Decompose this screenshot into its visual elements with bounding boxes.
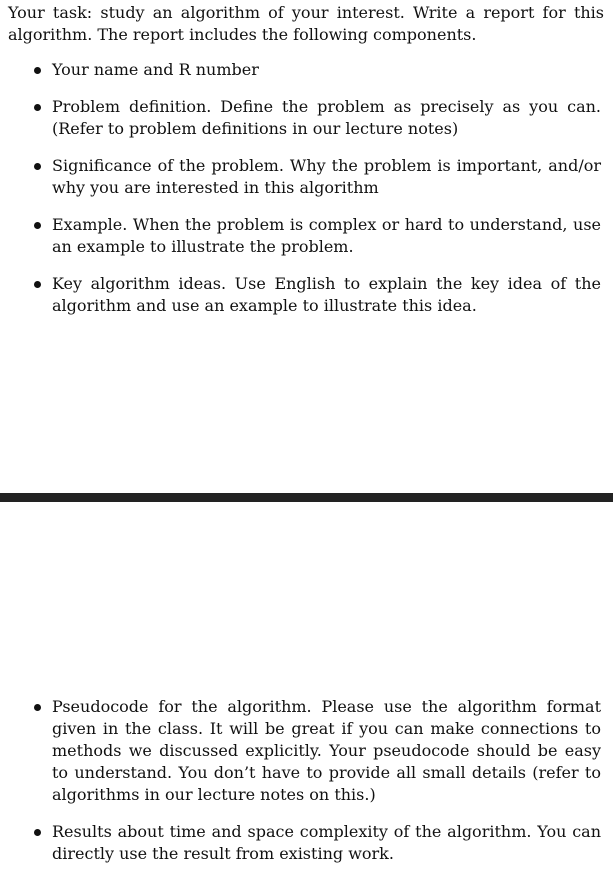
bullet-icon bbox=[34, 704, 41, 711]
component-list-page2 bbox=[0, 696, 613, 865]
list-item-text: Example. When the problem is complex or hard to understand, use an example to illustrate the problem. bbox=[52, 215, 601, 256]
list-item-name bbox=[0, 59, 613, 81]
list-item-pseudocode bbox=[0, 696, 613, 806]
list-item-text: Problem definition. Define the problem as precisely as you can. (Refer to problem definitions in our lecture notes) bbox=[52, 97, 601, 138]
bullet-icon bbox=[34, 829, 41, 836]
list-item-significance bbox=[0, 155, 613, 199]
bullet-icon bbox=[34, 104, 41, 111]
list-item-text: Key algorithm ideas. Use English to explain the key idea of the algorithm and use an example to illustrate this idea. bbox=[52, 274, 601, 315]
bullet-icon bbox=[34, 67, 41, 74]
list-item-text: Pseudocode for the algorithm. Please use the algorithm format given in the class. It will be great if you can make connections to methods we discussed explicitly. Your pseudocode should be easy to understand. You don’t have to provide all small details (refer to algorithms in our lecture notes on this.) bbox=[52, 697, 601, 804]
list-item-text: Your name and R number bbox=[52, 60, 259, 79]
list-item-example bbox=[0, 214, 613, 258]
page-divider bbox=[0, 493, 613, 502]
bullet-icon bbox=[34, 163, 41, 170]
list-item-text: Significance of the problem. Why the problem is important, and/or why you are interested in this algorithm bbox=[52, 156, 601, 197]
list-item-problem-definition bbox=[0, 96, 613, 140]
component-list-page1 bbox=[0, 59, 613, 317]
bullet-icon bbox=[34, 222, 41, 229]
list-item-key-ideas bbox=[0, 273, 613, 317]
list-item-complexity bbox=[0, 821, 613, 865]
bullet-icon bbox=[34, 281, 41, 288]
list-item-text: Results about time and space complexity of the algorithm. You can directly use the result from existing work. bbox=[52, 822, 601, 863]
intro-paragraph: Your task: study an algorithm of your interest. Write a report for this algorithm. The report includes the following components. bbox=[8, 3, 604, 44]
